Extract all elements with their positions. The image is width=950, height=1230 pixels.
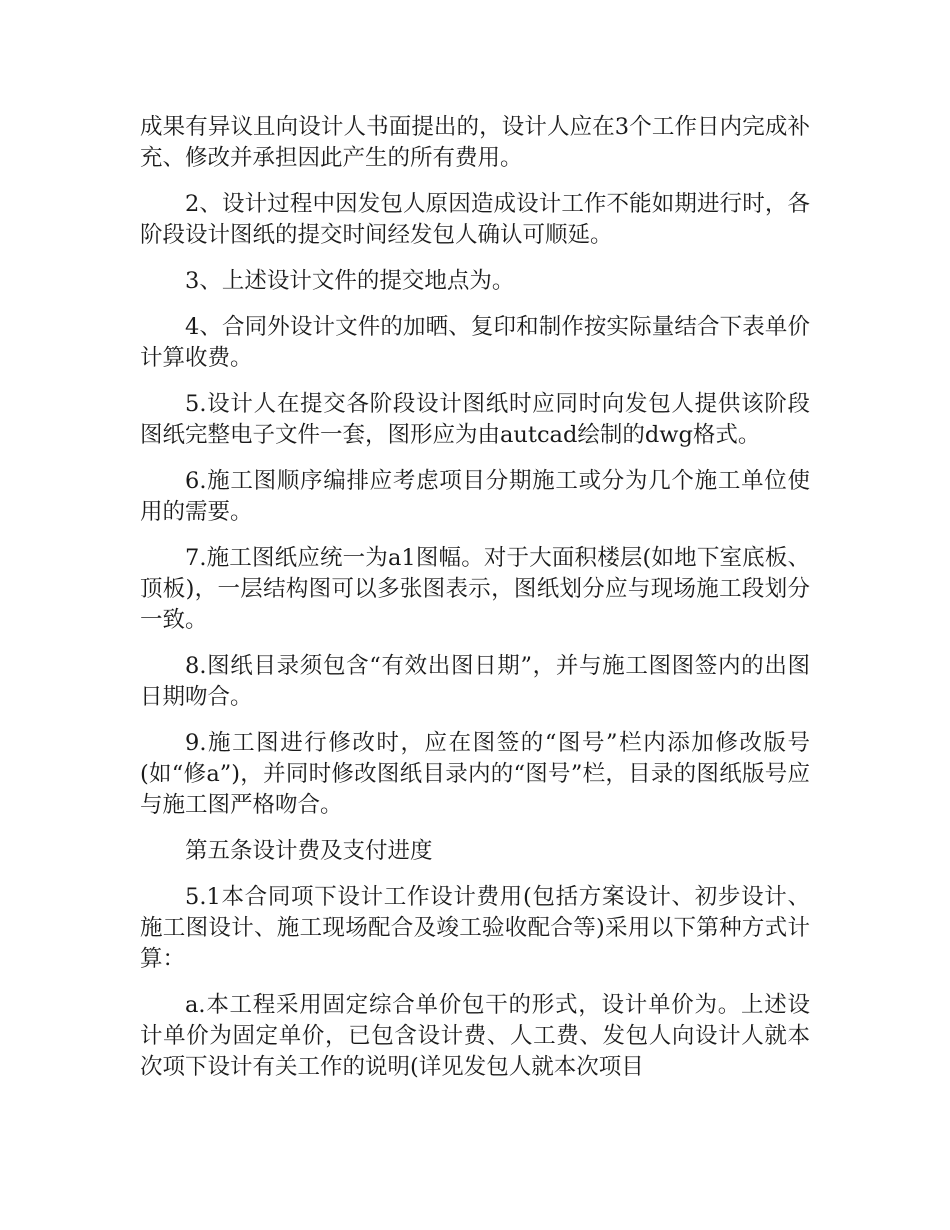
paragraph-continuation: 成果有异议且向设计人书面提出的，设计人应在3个工作日内完成补充、修改并承担因此产生的所有费用。 (140, 114, 810, 171)
paragraph-clause-9: 9.施工图进行修改时，应在图签的“图号”栏内添加修改版号(如“修a”)，并同时修改图纸目录内的“图号”栏，目录的图纸版号应与施工图严格吻合。 (140, 730, 810, 818)
paragraph-clause-7: 7.施工图纸应统一为a1图幅。对于大面积楼层(如地下室底板、顶板)，一层结构图可以多张图表示，图纸划分应与现场施工段划分一致。 (140, 545, 810, 633)
paragraph-clause-5-1: 5.1本合同项下设计工作设计费用(包括方案设计、初步设计、施工图设计、施工现场配合及竣工验收配合等)采用以下第种方式计算： (140, 884, 810, 972)
paragraph-clause-2: 2、设计过程中因发包人原因造成设计工作不能如期进行时，各阶段设计图纸的提交时间经发包人确认可顺延。 (140, 191, 810, 248)
paragraph-clause-5: 5.设计人在提交各阶段设计图纸时应同时向发包人提供该阶段图纸完整电子文件一套，图形应为由autcad绘制的dwg格式。 (140, 391, 810, 448)
paragraph-clause-a: a.本工程采用固定综合单价包干的形式，设计单价为。上述设计单价为固定单价，已包含设计费、人工费、发包人向设计人就本次项下设计有关工作的说明(详见发包人就本次项目 (140, 992, 810, 1080)
paragraph-clause-4: 4、合同外设计文件的加晒、复印和制作按实际量结合下表单价计算收费。 (140, 314, 810, 371)
section-heading-article-5: 第五条设计费及支付进度 (185, 838, 433, 864)
paragraph-clause-8: 8.图纸目录须包含“有效出图日期”，并与施工图图签内的出图日期吻合。 (140, 653, 810, 710)
document-page (140, 112, 810, 1098)
paragraph-clause-6: 6.施工图顺序编排应考虑项目分期施工或分为几个施工单位使用的需要。 (140, 468, 810, 525)
paragraph-clause-3: 3、上述设计文件的提交地点为。 (185, 268, 515, 294)
